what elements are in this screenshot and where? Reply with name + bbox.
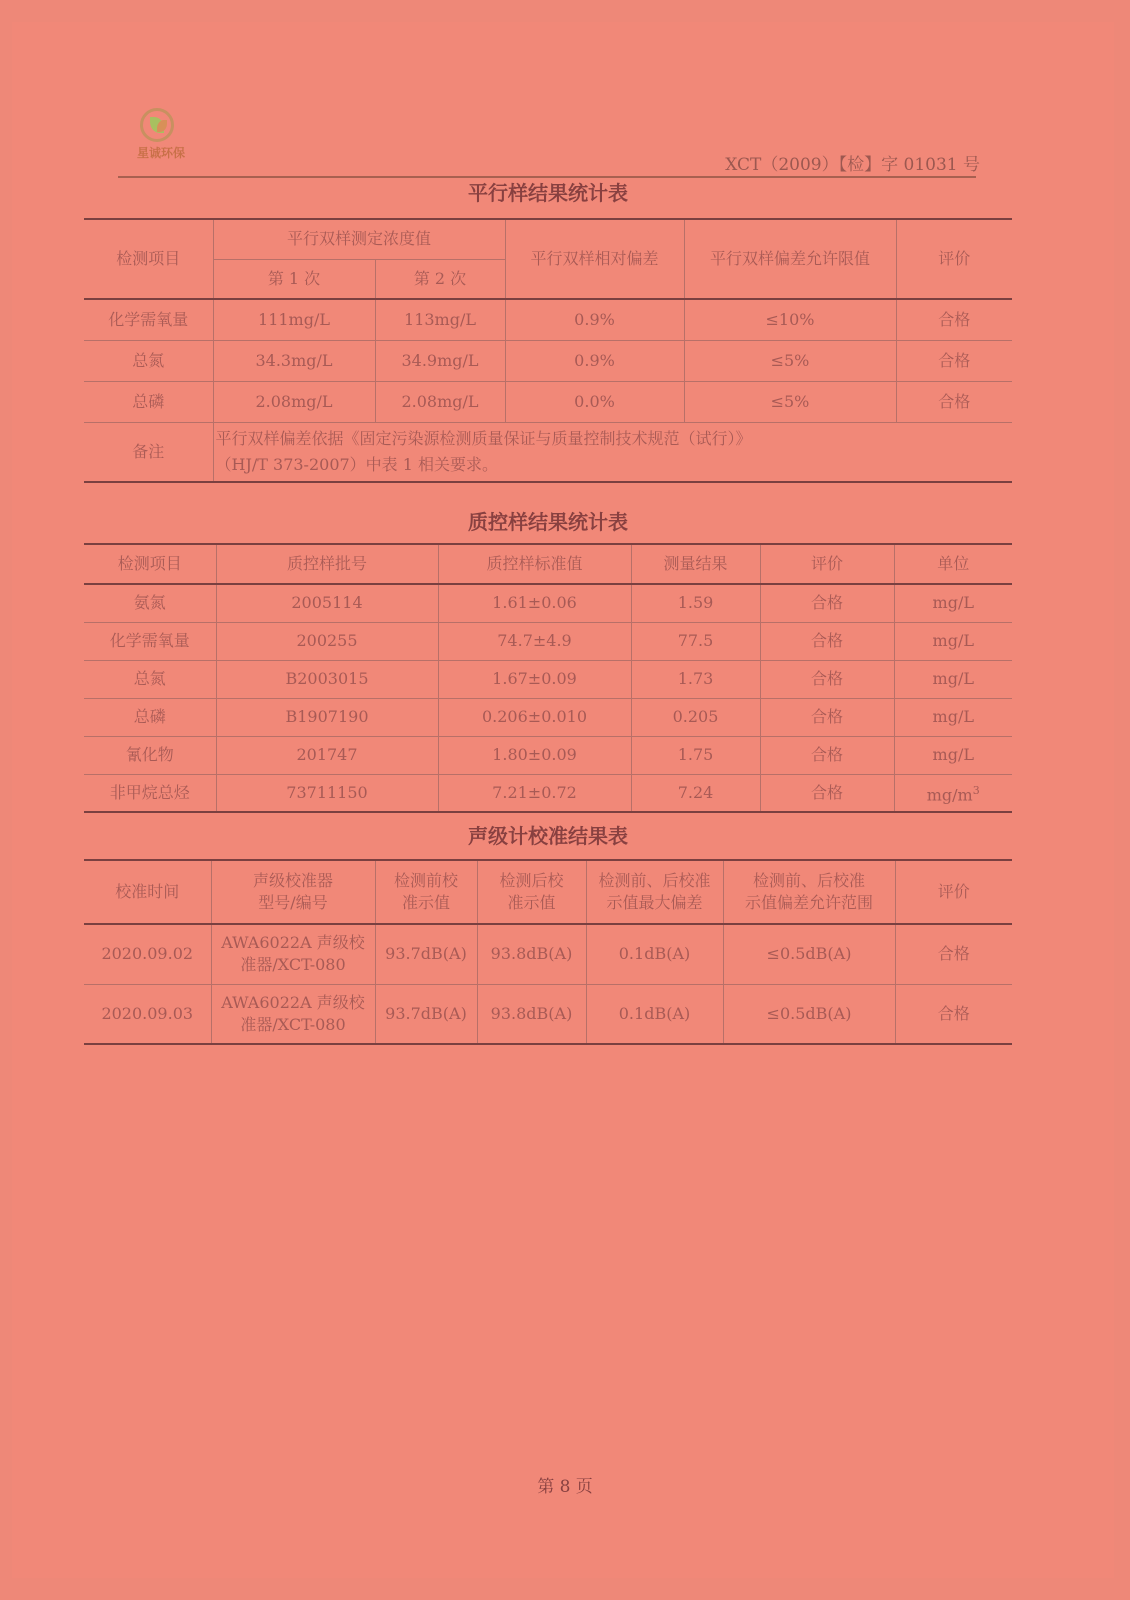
header-cell: 质控样批号 <box>216 544 438 584</box>
table-row <box>84 299 1012 340</box>
table-cell: 77.5 <box>631 622 760 660</box>
table-cell: 合格 <box>895 924 1012 984</box>
table-cell: 合格 <box>760 736 894 774</box>
table-cell: 合格 <box>760 622 894 660</box>
company-logo <box>118 108 198 168</box>
unit-superscript: 3 <box>972 783 980 797</box>
header-cell: 第 2 次 <box>375 259 505 299</box>
header-cell: 评价 <box>760 544 894 584</box>
table-cell <box>211 984 375 1044</box>
table-cell: 非甲烷总烃 <box>84 774 216 812</box>
table-cell: 93.7dB(A) <box>375 924 477 984</box>
table-row <box>84 924 1012 984</box>
table-cell: B1907190 <box>216 698 438 736</box>
table-row <box>84 774 1012 812</box>
table-cell: 2020.09.03 <box>84 984 211 1044</box>
header-cell: 平行双样偏差允许限值 <box>684 219 896 299</box>
table-cell: 2.08mg/L <box>375 381 505 422</box>
table-row <box>84 381 1012 422</box>
note-line: （HJ/T 373-2007）中表 1 相关要求。 <box>215 454 499 474</box>
table-cell: 0.1dB(A) <box>586 924 723 984</box>
table-cell: mg/L <box>894 622 1012 660</box>
header-cell: 平行双样相对偏差 <box>505 219 684 299</box>
table-row <box>84 622 1012 660</box>
table-cell: 2020.09.02 <box>84 924 211 984</box>
header-cell: 平行双样测定浓度值 <box>213 219 505 259</box>
table-cell: 111mg/L <box>213 299 375 340</box>
document-number: XCT（2009）【检】字 01031 号 <box>725 155 980 175</box>
header-line: 检测前校 <box>393 871 458 890</box>
unit-text: mg/m <box>926 784 973 804</box>
header-line: 准示值 <box>401 893 450 912</box>
table-row <box>84 698 1012 736</box>
table-cell: 0.9% <box>505 299 684 340</box>
header-cell: 评价 <box>895 860 1012 924</box>
table-cell: 93.8dB(A) <box>477 924 586 984</box>
qc-sample-table <box>84 543 1012 813</box>
header-line: 检测后校 <box>499 871 564 890</box>
logo-emblem-icon <box>140 108 174 142</box>
table-cell: 1.61±0.06 <box>438 584 631 622</box>
qc-sample-table-title: 质控样结果统计表 <box>468 510 628 534</box>
header-cell: 测量结果 <box>631 544 760 584</box>
table-cell: 7.21±0.72 <box>438 774 631 812</box>
table-cell: ≤5% <box>684 381 896 422</box>
table-cell: 合格 <box>896 340 1012 381</box>
table-cell: 1.67±0.09 <box>438 660 631 698</box>
header-cell: 评价 <box>896 219 1012 299</box>
table-cell: 0.205 <box>631 698 760 736</box>
table-cell: ≤0.5dB(A) <box>723 924 895 984</box>
table-cell: 氨氮 <box>84 584 216 622</box>
table-cell: 1.59 <box>631 584 760 622</box>
table-cell: 7.24 <box>631 774 760 812</box>
table-row <box>84 660 1012 698</box>
table-cell: 0.9% <box>505 340 684 381</box>
table-cell: 总磷 <box>84 381 213 422</box>
table-cell: 1.73 <box>631 660 760 698</box>
table-cell: mg/L <box>894 660 1012 698</box>
table-cell: 74.7±4.9 <box>438 622 631 660</box>
table-row <box>84 340 1012 381</box>
header-cell: 检测项目 <box>84 544 216 584</box>
cell-line: AWA6022A 声级校 <box>221 992 365 1012</box>
table-cell: 0.206±0.010 <box>438 698 631 736</box>
header-cell: 检测项目 <box>84 219 213 299</box>
table-cell: B2003015 <box>216 660 438 698</box>
table-cell: 合格 <box>760 774 894 812</box>
table-cell: 总氮 <box>84 660 216 698</box>
parallel-sample-table <box>84 218 1012 483</box>
table-cell: ≤0.5dB(A) <box>723 984 895 1044</box>
header-line: 示值最大偏差 <box>606 893 703 912</box>
table-cell: 合格 <box>760 660 894 698</box>
table-cell: 201747 <box>216 736 438 774</box>
table-cell: 0.1dB(A) <box>586 984 723 1044</box>
table-cell: ≤5% <box>684 340 896 381</box>
table-cell: 化学需氧量 <box>84 622 216 660</box>
header-cell: 第 1 次 <box>213 259 375 299</box>
page-number: 第 8 页 <box>537 1477 593 1497</box>
header-cell: 单位 <box>894 544 1012 584</box>
header-line: 检测前、后校准 <box>598 871 711 890</box>
logo-text: 星诚环保 <box>136 146 185 160</box>
header-cell <box>723 860 895 924</box>
header-cell <box>586 860 723 924</box>
table-row <box>84 736 1012 774</box>
table-cell: 合格 <box>760 698 894 736</box>
table-cell: mg/L <box>894 584 1012 622</box>
table-cell: 合格 <box>896 299 1012 340</box>
header-cell <box>477 860 586 924</box>
table-cell: mg/L <box>894 736 1012 774</box>
table-cell: 化学需氧量 <box>84 299 213 340</box>
sound-calibration-table-title: 声级计校准结果表 <box>468 824 628 848</box>
parallel-sample-table-title: 平行样结果统计表 <box>468 181 628 205</box>
table-cell: 合格 <box>895 984 1012 1044</box>
table-cell: 113mg/L <box>375 299 505 340</box>
note-line: 平行双样偏差依据《固定污染源检测质量保证与质量控制技术规范（试行）》 <box>215 428 752 448</box>
table-cell: 合格 <box>896 381 1012 422</box>
table-cell: 总磷 <box>84 698 216 736</box>
table-cell: mg/L <box>894 698 1012 736</box>
table-cell: 93.7dB(A) <box>375 984 477 1044</box>
table-cell: 1.80±0.09 <box>438 736 631 774</box>
table-cell <box>211 924 375 984</box>
sound-calibration-table <box>84 859 1012 1045</box>
cell-line: AWA6022A 声级校 <box>221 933 365 953</box>
table-cell: 2005114 <box>216 584 438 622</box>
table-cell: 合格 <box>760 584 894 622</box>
header-cell: 校准时间 <box>84 860 211 924</box>
table-cell: 1.75 <box>631 736 760 774</box>
table-row <box>84 584 1012 622</box>
table-cell: 200255 <box>216 622 438 660</box>
table-cell: 氰化物 <box>84 736 216 774</box>
table-cell: 总氮 <box>84 340 213 381</box>
header-line: 示值偏差允许范围 <box>744 893 873 912</box>
note-text <box>213 422 1012 482</box>
note-row <box>84 422 1012 482</box>
table-cell <box>894 774 1012 812</box>
header-line: 型号/编号 <box>258 893 328 912</box>
table-cell: 34.9mg/L <box>375 340 505 381</box>
table-cell: 0.0% <box>505 381 684 422</box>
note-label: 备注 <box>84 422 213 482</box>
header-line: 准示值 <box>507 893 556 912</box>
header-cell <box>211 860 375 924</box>
table-row <box>84 984 1012 1044</box>
table-cell: 73711150 <box>216 774 438 812</box>
header-cell <box>375 860 477 924</box>
header-line: 声级校准器 <box>252 871 333 890</box>
header-cell: 质控样标准值 <box>438 544 631 584</box>
table-cell: 34.3mg/L <box>213 340 375 381</box>
cell-line: 准器/XCT-080 <box>240 1014 346 1034</box>
cell-line: 准器/XCT-080 <box>240 955 346 975</box>
table-cell: 2.08mg/L <box>213 381 375 422</box>
table-cell: ≤10% <box>684 299 896 340</box>
table-cell: 93.8dB(A) <box>477 984 586 1044</box>
header-line: 检测前、后校准 <box>752 871 865 890</box>
